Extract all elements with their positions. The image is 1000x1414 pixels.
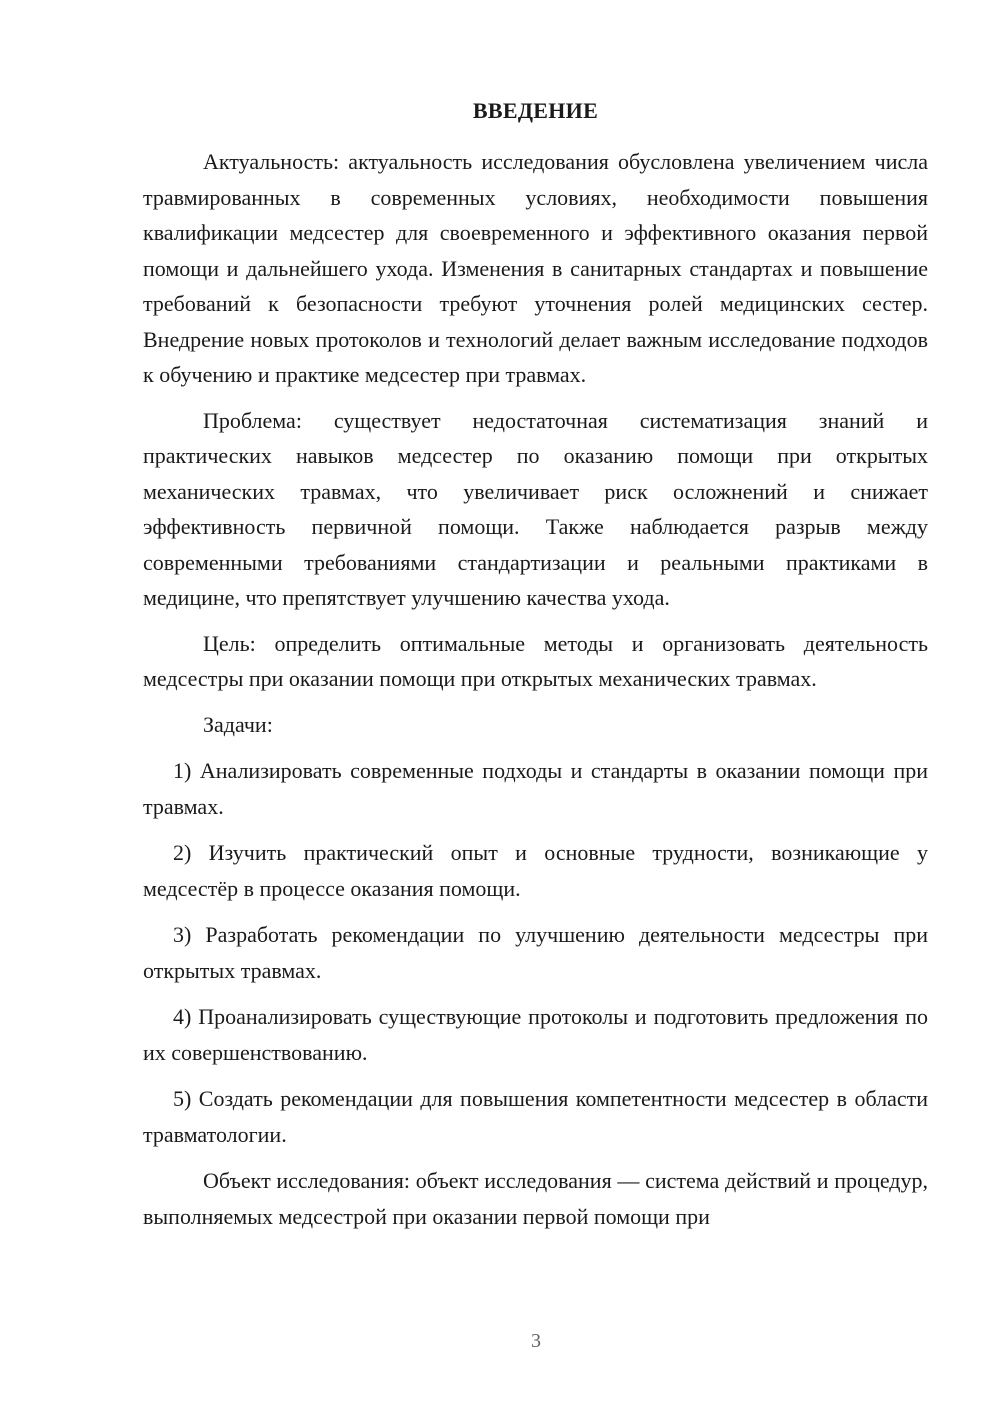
task-item-4: 4) Проанализировать существующие протоколы и подготовить предложения по их совершенствованию.	[143, 1004, 928, 1065]
paragraph-tasks-label: Задачи:	[203, 711, 273, 737]
section-heading: ВВЕДЕНИЕ	[472, 98, 599, 123]
page-number: 3	[531, 1330, 541, 1352]
paragraph-goal: Цель: определить оптимальные методы и организовать деятельность медсестры при оказании помощи при открытых механических травмах.	[143, 630, 928, 691]
paragraph-problem: Проблема: существует недостаточная систематизация знаний и практических навыков медсестер по оказанию помощи при открытых механических травмах, что увеличивает риск осложнений и снижает эффективность первичной помощи. Также наблюдается разрыв между современными требованиями стандартизации и реальными практиками в медицине, что препятствует улучшению качества ухода.	[143, 407, 928, 610]
paragraph-object: Объект исследования: объект исследования — система действий и процедур, выполняемых медсестрой при оказании первой помощи при	[143, 1168, 928, 1229]
task-item-3: 3) Разработать рекомендации по улучшению деятельности медсестры при открытых травмах.	[143, 922, 928, 983]
document-page	[143, 92, 928, 1234]
task-item-1: 1) Анализировать современные подходы и стандарты в оказании помощи при травмах.	[143, 758, 928, 819]
task-item-5: 5) Создать рекомендации для повышения компетентности медсестер в области травматологии.	[143, 1086, 928, 1147]
task-item-2: 2) Изучить практический опыт и основные трудности, возникающие у медсестёр в процессе оказания помощи.	[143, 840, 928, 901]
paragraph-relevance: Актуальность: актуальность исследования обусловлена увеличением числа травмированных в современных условиях, необходимости повышения квалификации медсестер для своевременного и эффективного оказания первой помощи и дальнейшего ухода. Изменения в санитарных стандартах и повышение требований к безопасности требуют уточнения ролей медицинских сестер. Внедрение новых протоколов и технологий делает важным исследование подходов к обучению и практике медсестер при травмах.	[143, 149, 928, 387]
